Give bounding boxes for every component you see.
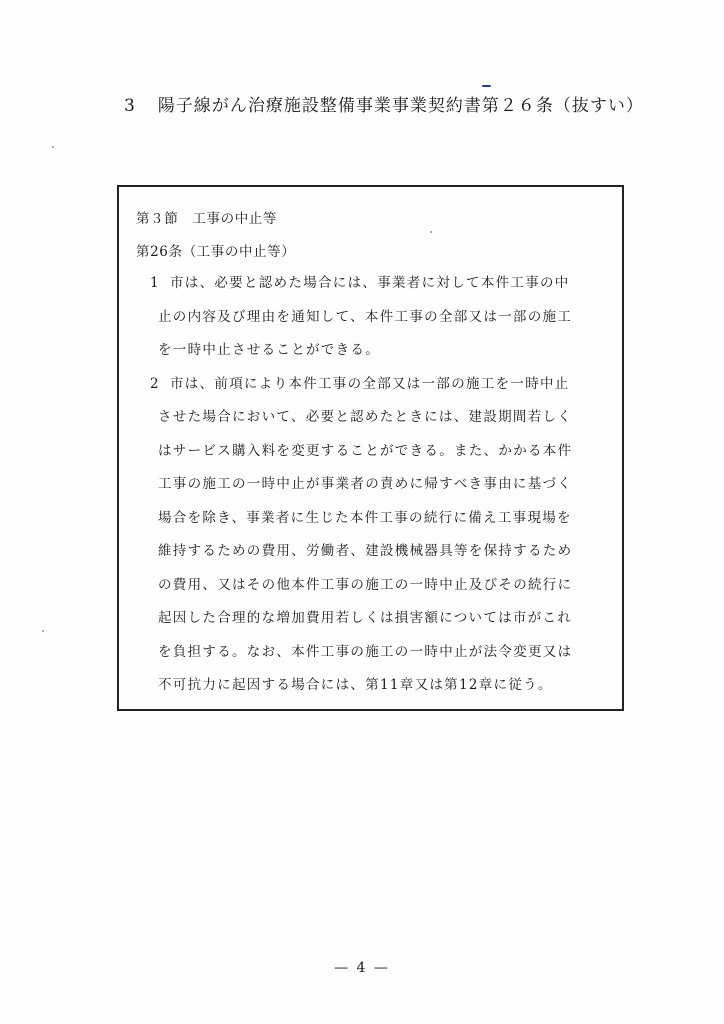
paragraph-1-line: を一時中止させることができる。 — [158, 342, 380, 358]
excerpt-content — [136, 208, 608, 708]
heading-title: 陽子線がん治療施設整備事業事業契約書第２６条（抜すい） — [157, 96, 644, 116]
paragraph-2-line: 不可抗力に起因する場合には、第11章又は第12章に従う。 — [158, 677, 553, 693]
paragraph-2-line: させた場合において、必要と認めたときには、建設期間若しく — [158, 409, 573, 425]
excerpt-box — [117, 185, 624, 711]
heading-number: 3 — [124, 96, 136, 116]
paragraph-2-line: 2 市は、前項により本件工事の全部又は一部の施工を一時中止 — [136, 373, 608, 407]
paragraph-1-line: 止の内容及び理由を通知して、本件工事の全部又は一部の施工 — [158, 308, 573, 325]
section-title: 第３節 工事の中止等 — [136, 211, 277, 227]
paragraph-1-line: 1 市は、必要と認めた場合には、事業者に対して本件工事の中 — [136, 272, 608, 306]
document-heading — [124, 94, 644, 118]
paragraph-2-line: 維持するための費用、労働者、建設機械器具等を保持するため — [158, 543, 573, 559]
paragraph-2-line: 起因した合理的な増加費用若しくは損害額については市がこれ — [158, 610, 573, 626]
paragraph-2-line: の費用、又はその他本件工事の施工の一時中止及びその続行に — [158, 576, 573, 593]
paragraph-2-line: 工事の施工の一時中止が事業者の責めに帰すべき事由に基づく — [158, 476, 573, 492]
paragraph-2-line: を負担する。なお、本件工事の施工の一時中止が法令変更又は — [158, 643, 573, 660]
page-number: — 4 — — [334, 960, 390, 976]
paragraph-2-number: 2 — [150, 375, 160, 392]
paragraph-1-number: 1 — [150, 275, 160, 291]
scan-speck — [52, 146, 54, 148]
paragraph-2-line: 場合を除き、事業者に生じた本件工事の続行に備え工事現場を — [158, 509, 572, 526]
scan-speck — [42, 630, 44, 632]
paragraph-2-line: はサービス購入料を変更することができる。また、かかる本件 — [158, 442, 573, 459]
article-title: 第26条（工事の中止等） — [136, 244, 296, 260]
pen-mark — [482, 85, 491, 87]
